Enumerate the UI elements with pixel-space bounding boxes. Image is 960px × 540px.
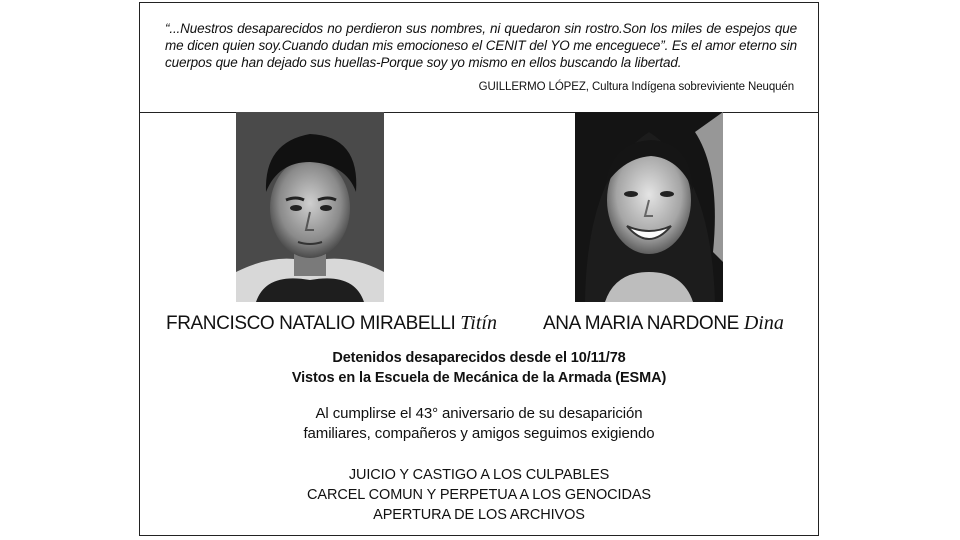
person-fullname: ANA MARIA NARDONE [543, 313, 739, 334]
memorial-notice [139, 2, 819, 536]
person-fullname: FRANCISCO NATALIO MIRABELLI [166, 313, 456, 334]
person-name-ana-maria [543, 312, 784, 335]
quote-box [140, 3, 818, 113]
detention-date-line: Detenidos desaparecidos desde el 10/11/78 [332, 350, 626, 366]
anniversary-line-1: Al cumplirse el 43° aniversario de su desaparición [315, 405, 643, 422]
demand-item: APERTURA DE LOS ARCHIVOS [373, 507, 585, 523]
demands-list [140, 465, 818, 525]
person-nickname: Titín [460, 312, 497, 334]
detention-place-line: Vistos en la Escuela de Mecánica de la Armada (ESMA) [291, 370, 667, 386]
portrait-photo-francisco [236, 112, 384, 302]
demand-item: CARCEL COMUN Y PERPETUA A LOS GENOCIDAS [307, 487, 651, 503]
person-name-francisco [166, 312, 497, 335]
portrait-photo-ana-maria [575, 112, 723, 302]
detention-info [140, 348, 818, 388]
person-nickname: Dina [743, 312, 784, 334]
quote-author: GUILLERMO LÓPEZ, Cultura Indígena sobreviviente Neuquén [478, 81, 794, 93]
anniversary-line-2: familiares, compañeros y amigos seguimos exigiendo [303, 425, 655, 442]
quote-text: “...Nuestros desaparecidos no perdieron sus nombres, ni quedaron sin rostro.Son los miles de espejos que me dicen quien soy.Cuando dudan mis emocioneso el CENIT del YO me enceguece”. Es el amor eterno sin cuerpos que han dejado sus huellas-Porque soy yo mismo en ellos buscando la libertad. [165, 21, 797, 70]
demand-item: JUICIO Y CASTIGO A LOS CULPABLES [348, 467, 610, 483]
anniversary-text [140, 404, 818, 444]
